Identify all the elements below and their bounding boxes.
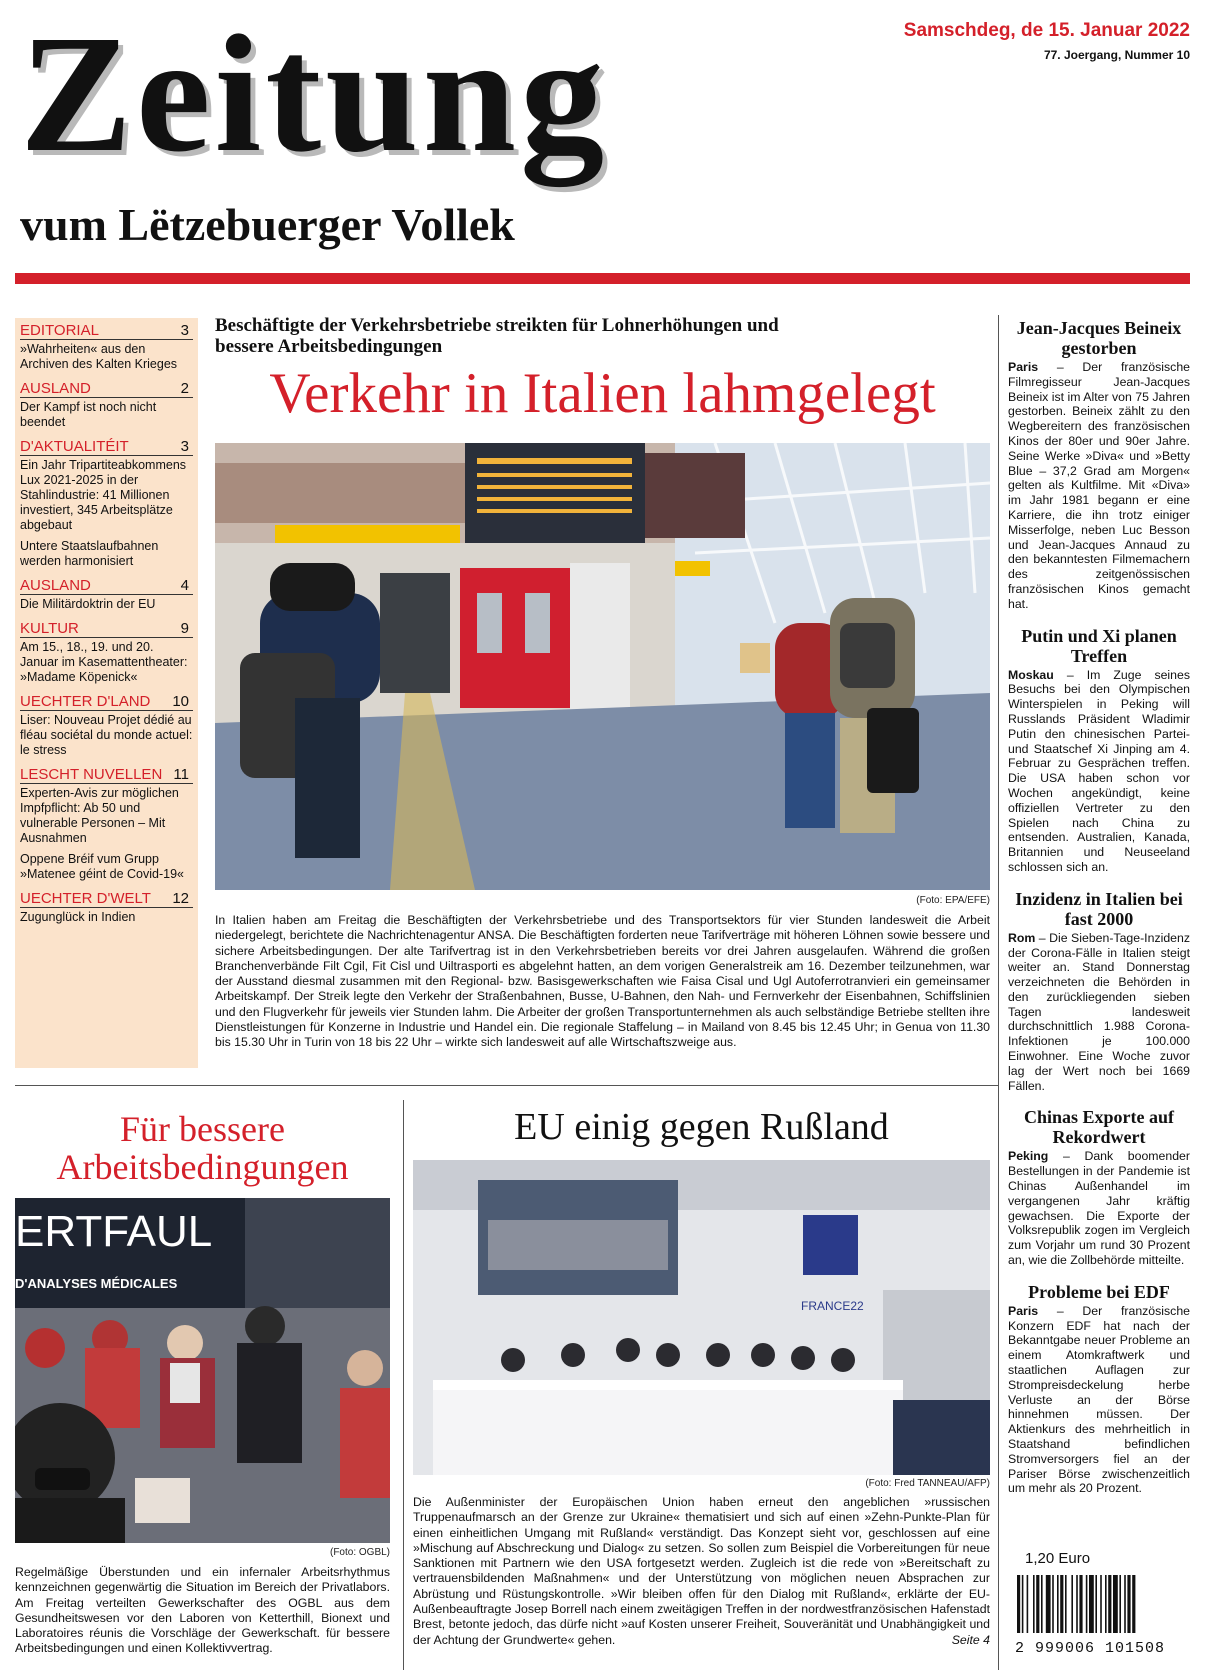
index-section[interactable] [20,890,193,925]
story2-photo-sign-sub: D'ANALYSES MÉDICALES [15,1276,178,1291]
barcode-bar [1089,1575,1094,1633]
index-item[interactable]: Untere Staatslaufbahnen werden harmonisiert [20,539,159,568]
index-section-header [20,438,193,456]
index-section-name: AUSLAND [20,380,91,397]
index-section-name: AUSLAND [20,577,91,594]
brief-dateline: Paris [1008,1303,1039,1318]
story3-photo-sign: FRANCE22 [801,1299,864,1313]
lead-photo [215,443,990,890]
contents-index [15,318,198,1068]
barcode-bar [1022,1575,1024,1633]
barcode-bar [1076,1575,1078,1633]
index-section-header [20,577,193,595]
brief-news-column [1008,318,1190,1510]
index-page-number: 4 [180,577,189,594]
barcode-bar [1124,1575,1126,1633]
index-page-number: 2 [180,380,189,397]
index-item[interactable]: Ein Jahr Tripartiteabkommens Lux 2021-2025 in der Stahlindustrie: 41 Millionen investiert, 345 Arbeitsplätze abgebaut [20,458,187,532]
index-section-header [20,322,193,340]
index-section-name: UECHTER D'LAND [20,693,151,710]
index-page-number: 3 [180,438,189,455]
index-section-name: UECHTER D'WELT [20,890,151,907]
index-section[interactable] [20,322,193,372]
barcode-bar [1017,1575,1020,1633]
brief-body [1008,668,1190,875]
story2-photo-credit: (Foto: OGBL) [329,1547,390,1558]
index-item[interactable]: Liser: Nouveau Projet dédié au fléau sociétal du monde actuel: le stress [20,713,193,757]
brief-text: – Im Zuge seines Besuchs bei den Olympischen Winterspielen in Peking will Russlands Präsident Wladimir Putin den chinesischen Partei- und Staatschef Xi Jinping am 4. Februar zu Gesprächen treffen. Die USA haben schon vor Wochen angekündigt, keine offiziellen Vertreter zu den Spielen nach China zu entsenden. Australien, Kanada, Britannien und Neuseeland schlossen sich an. [1008,667,1190,874]
lead-headline: Verkehr in Italien lahmgelegt [269,362,936,425]
index-section-header [20,766,193,784]
index-section[interactable] [20,620,193,685]
index-page-number: 10 [172,693,189,710]
barcode-bar [1119,1575,1121,1633]
barcode-bar [1060,1575,1063,1633]
index-item[interactable]: »Wahrheiten« aus den Archiven des Kalten Krieges [20,342,178,371]
index-page-number: 3 [180,322,189,339]
barcode-bar [1113,1575,1118,1633]
index-section[interactable] [20,766,193,882]
index-section[interactable] [20,693,193,758]
barcode-bar [1065,1575,1067,1633]
masthead-subtitle: vum Lëtzebuerger Vollek [20,199,515,250]
brief-headline: Probleme bei EDF [1028,1281,1170,1302]
lead-bottom-rule [15,1085,998,1086]
lead-kicker: Beschäftigte der Verkehrsbetriebe streikten für Lohnerhöhungen und bessere Arbeitsbedingungen [215,315,779,357]
story3-photo [413,1160,990,1475]
brief-body [1008,1149,1190,1267]
index-item[interactable]: Am 15., 18., 19. und 20. Januar im Kasemattentheater: »Madame Köpenick« [20,640,188,684]
index-page-number: 9 [180,620,189,637]
story2-headline: Für bessere Arbeitsbedingungen [56,1109,349,1187]
barcode-bar [1127,1575,1130,1633]
lead-photo-credit: (Foto: EPA/EFE) [916,895,990,906]
barcode-bar [1108,1575,1111,1633]
brief-text: – Der französische Konzern EDF hat nach der Bekanntgabe neuer Probleme an einem Atomkraftwerk und staatlichen Auflagen zur Strompreisdeckelung herbe Verluste an der Börse hinnehmen müssen. Der Aktienkurs des mehrheitlich in Staatshand befindlichen Stromversorgers fiel an der Pariser Börse zwischenzeitlich um mehr als 20 Prozent. [1008,1303,1190,1496]
index-page-number: 12 [172,890,189,907]
issue-number: 77. Joergang, Nummer 10 [1043,48,1190,62]
brief-body [1008,360,1190,612]
index-section-name: EDITORIAL [20,322,99,339]
right-column-divider [998,315,999,1670]
index-section-header [20,693,193,711]
brief-body [1008,931,1190,1094]
barcode-bar [1057,1575,1059,1633]
brief-body [1008,1304,1190,1496]
price: 1,20 Euro [1025,1550,1091,1567]
index-section[interactable] [20,438,193,569]
story3-body [413,1495,990,1648]
index-page-number: 11 [173,766,189,783]
index-section[interactable] [20,380,193,430]
barcode-bar [1095,1575,1097,1633]
story2-body: Regelmäßige Überstunden und ein infernaler Arbeitsrhythmus kennzeichnen gegenwärtig die Situation im Bereich der Privatlabors. Am Freitag verteilten Gewerkschafter des OGBL aus dem Gesundheitswesen vor den Laboren von Ketterthill, Bionext und Laboratoires réunis die Vorschläge der Gewerkschaft. für bessere Arbeitsbedingungen und einen Kollektivvertrag. [15,1565,390,1656]
brief-dateline: Peking [1008,1149,1049,1164]
barcode-bar [1105,1575,1107,1633]
brief-text: – Die Sieben-Tage-Inzidenz der Corona-Fälle in Italien steigt weiter an. Stand Donnerstag verzeichneten die Behörden in den zurückliegenden sieben Tagen landesweit durchschnittlich 1.988 Corona-Infektionen je 100.000 Einwohner. Eine Woche zuvor lag der Wert noch bei 1669 Fällen. [1008,930,1190,1093]
barcode-bar [1100,1575,1102,1633]
barcode-bar [1027,1575,1029,1633]
barcode-bar [1071,1575,1073,1633]
barcode-bar [1132,1575,1135,1633]
index-item[interactable]: Experten-Avis zur möglichen Impfpflicht: Ab 50 und vulnerable Personen – Mit Ausnahmen [20,786,179,845]
story2-photo-sign: ERTFAUL [15,1207,213,1256]
barcode-number: 2 999006 101508 [1015,1640,1166,1657]
barcode-bar [1041,1575,1043,1633]
index-item[interactable]: Oppene Bréif vum Grupp »Matenee géint de Covid-19« [20,852,185,881]
index-item[interactable]: Die Militärdoktrin der EU [20,597,156,611]
story3-photo-credit: (Foto: Fred TANNEAU/AFP) [865,1478,990,1489]
barcode-bar [1079,1575,1082,1633]
lower-column-divider [403,1100,404,1670]
masthead-title: Zeitung [20,1,609,187]
index-item[interactable]: Der Kampf ist noch nicht beendet [20,400,157,429]
barcode-bar [1036,1575,1039,1633]
story2-photo [15,1198,390,1543]
brief-dateline: Moskau [1008,667,1054,682]
barcode-bar [1052,1575,1054,1633]
brief-headline: Jean-Jacques Beineix gestorben [1016,318,1182,358]
brief-text: – Der französische Filmregisseur Jean-Jacques Beineix ist im Alter von 75 Jahren gestorben. Beineix zählt zu den Wegbereitern des französischen Kinos der 80er und 90er Jahre. Seine Werke »Diva« und »Betty Blue – 37,2 Grad am Morgen« gelten als Kultfilme. Mit «Diva» im Jahr 1981 begann er eine Karriere, die ihn trotz einiger Misserfolge, neben Luc Besson und Jean-Jacques Annaud zu den bekanntesten Filmemachern des zeitgenössischen französischen Kinos gemacht hat. [1008,360,1190,611]
story3-page-ref[interactable]: Seite 4 [951,1632,990,1647]
story3-headline: EU einig gegen Rußland [514,1106,889,1148]
index-section[interactable] [20,577,193,612]
story3-body-text: Die Außenminister der Europäischen Union haben erneut den angeblichen »russischen Truppenaufmarsch an der Grenze zur Ukraine« thematisiert und sich auf einen »Zehn-Punkte-Plan für einen einheitlichen Umgang mit Rußland« verständigt. Das Konzept sieht vor, geschlossen auf eine »Mischung auf Abschreckung und Dialog« zu setzen. So sollen zum Beispiel die Vorbereitungen für neue Sanktionen mit Partnern wie den USA fortgesetzt werden. Zugleich ist die rede von »Bereitschaft zu vertrauensbildenden Maßnahmen« und der Unterstützung von möglichen neuen Absprachen zur Abrüstung und Rüstungskontrolle. »Wir bleiben offen für den Dialog mit Rußland«, erklärte der EU-Außenbeauftragte Josep Borrell nach einem zweitägigen Treffen in der nordwestfranzösischen Hafenstadt Brest, betonte jedoch, das dürfe nicht »auf Kosten unserer Freiheit, Souveränität und Unabhängigkeit und der Achtung der Grundwerte« gehen. [413,1495,990,1647]
brief-headline: Putin und Xi planen Treffen [1021,625,1177,666]
index-item[interactable]: Zugunglück in Indien [20,910,136,924]
brief-dateline: Rom [1008,930,1036,945]
masthead-rule [15,273,1190,284]
brief-dateline: Paris [1008,360,1039,374]
lead-body: In Italien haben am Freitag die Beschäftigten der Verkehrsbetriebe und des Transportsektors für vier Stunden landesweit die Arbeit niedergelegt, berichtete die Nachrichtenagentur ANSA. Die Beschäftigten forderten neue Tarifverträge mit höheren Löhnen sowie bessere und sichere Arbeitsbedingungen. Der alte Tarifvertrag ist in den Verkehrsbetrieben bereits vor drei Jahren ausgelaufen. Während die großen Branchenverbände Filt Cgil, Fit Cisl und Uiltrasporti es abgelehnt hatten, an dem vorigen Generalstreik am 16. Dezember teilzunehmen, war der Ausstand diesmal zusammen mit den Regional- bzw. Basisgewerkschaften wie Faisa Cisal und Ugl Autoferrotranvieri ein gemeinsamer Arbeitskampf. Der Streik legte den Verkehr der Straßenbahnen, Busse, U-Bahnen, den Nah- und Fernverkehr der Eisenbahnen, Schiffslinien und den Flugverkehr für jeweils vier Stunden lahm. Die Arbeiter der großen Transportunternehmen als auch selbständige Betriebe stellten ihre Dienstleistungen für Konzerne in Industrie und Handel ein. Die regionale Staffelung – in Mailand von 8.45 bis 12.45 Uhr; in Genua von 11.30 bis 15.30 Uhr in Turin von 18 bis 22 Uhr – wirkte sich landesweit auf alle Wirtschaftszweige aus. [215,913,990,1050]
index-section-name: LESCHT NUVELLEN [20,766,163,783]
index-section-header [20,890,193,908]
index-section-name: D'AKTUALITÉIT [20,438,129,455]
barcode-bar [1046,1575,1051,1633]
index-section-header [20,380,193,398]
brief-headline: Chinas Exporte auf Rekordwert [1023,1107,1175,1148]
index-section-name: KULTUR [20,620,79,637]
barcode-bar [1086,1575,1088,1633]
brief-text: – Dank boomender Bestellungen in der Pandemie ist Chinas Außenhandel im vergangenen Jahr kräftig gewachsen. Die Exporte der Volksrepublik zogen im Vergleich zum Vorjahr um rund 30 Prozent an, wie die Zollbehörde mitteilte. [1008,1149,1190,1268]
index-section-header [20,620,193,638]
issue-date: Samschdeg, de 15. Januar 2022 [903,20,1190,41]
barcode-bar [1033,1575,1035,1633]
barcode [1015,1575,1190,1655]
brief-headline: Inzidenz in Italien bei fast 2000 [1015,888,1183,929]
